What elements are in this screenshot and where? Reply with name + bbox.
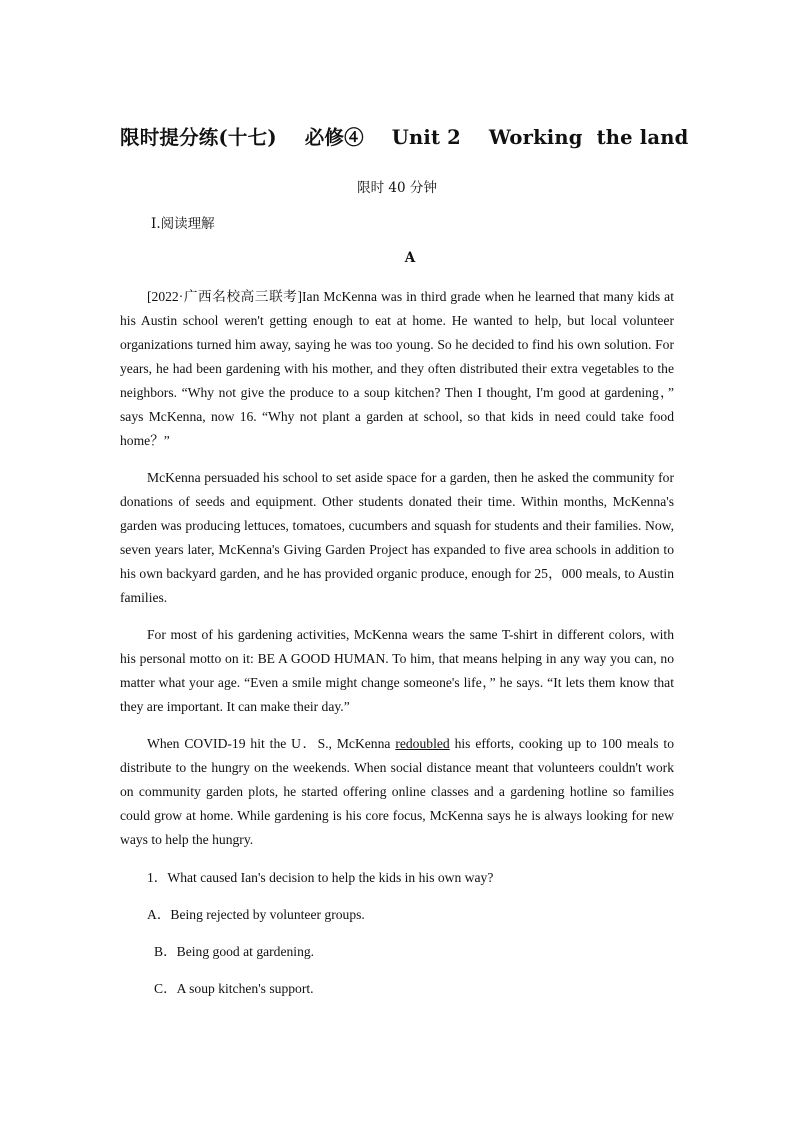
passage-label: A <box>404 250 416 266</box>
page-title: 限时提分练(十七) 必修④ Unit 2 Working the land <box>120 126 689 149</box>
paragraph-4-part-2: his efforts, cooking up to 100 meals to distribute to the hungry on the weekends. When social distance meant that volunteers couldn't work on community garden plots, he started offering online classes and a gardening hotline so families could grow at home. While gardening is his core focus, McKenna says he is always looking for new ways to help the hungry. <box>120 736 674 847</box>
paragraph-4-part-1: When COVID-19 hit the U．S., McKenna <box>147 736 396 751</box>
paragraph-1: [2022·广西名校高三联考]Ian McKenna was in third grade when he learned that many kids at his Austin school weren't getting enough to eat at home. He wanted to help, but local volunteer organizations turned him away, saying he was too young. So he decided to find his own solution. For years, he had been gardening with his mother, and they often distributed their extra vegetables to the neighbors. “Why not give the produce to a soup kitchen? Then I thought, I'm good at gardening，” says McKenna, now 16. “Why not plant a garden at school, so that kids in need could take food home？” <box>120 289 674 448</box>
section-heading: Ⅰ.阅读理解 <box>151 216 215 232</box>
paragraph-4 <box>120 732 674 852</box>
question-1-option-c: C．A soup kitchen's support. <box>154 981 314 996</box>
question-1-option-b: B．Being good at gardening. <box>154 944 315 959</box>
question-1-option-a: A．Being rejected by volunteer groups. <box>147 907 365 922</box>
underlined-word: redoubled <box>395 736 450 751</box>
time-limit: 限时 40 分钟 <box>357 180 437 196</box>
paragraph-2: McKenna persuaded his school to set aside space for a garden, then he asked the community for donations of seeds and equipment. Other students donated their time. Within months, McKenna's garden was producing lettuces, tomatoes, cucumbers and squash for students and their families. Now, seven years later, McKenna's Giving Garden Project has expanded to five area schools in addition to his own backyard garden, and he has provided organic produce, enough for 25，000 meals, to Austin families. <box>120 470 674 605</box>
question-1-stem: 1．What caused Ian's decision to help the kids in his own way? <box>147 870 494 885</box>
paragraph-3: For most of his gardening activities, McKenna wears the same T-shirt in different colors, with his personal motto on it: BE A GOOD HUMAN. To him, that means helping in any way you can, no matter what your age. “Even a smile might change someone's life，” he says. “It lets them know that they are important. It can make their day.” <box>120 627 674 714</box>
